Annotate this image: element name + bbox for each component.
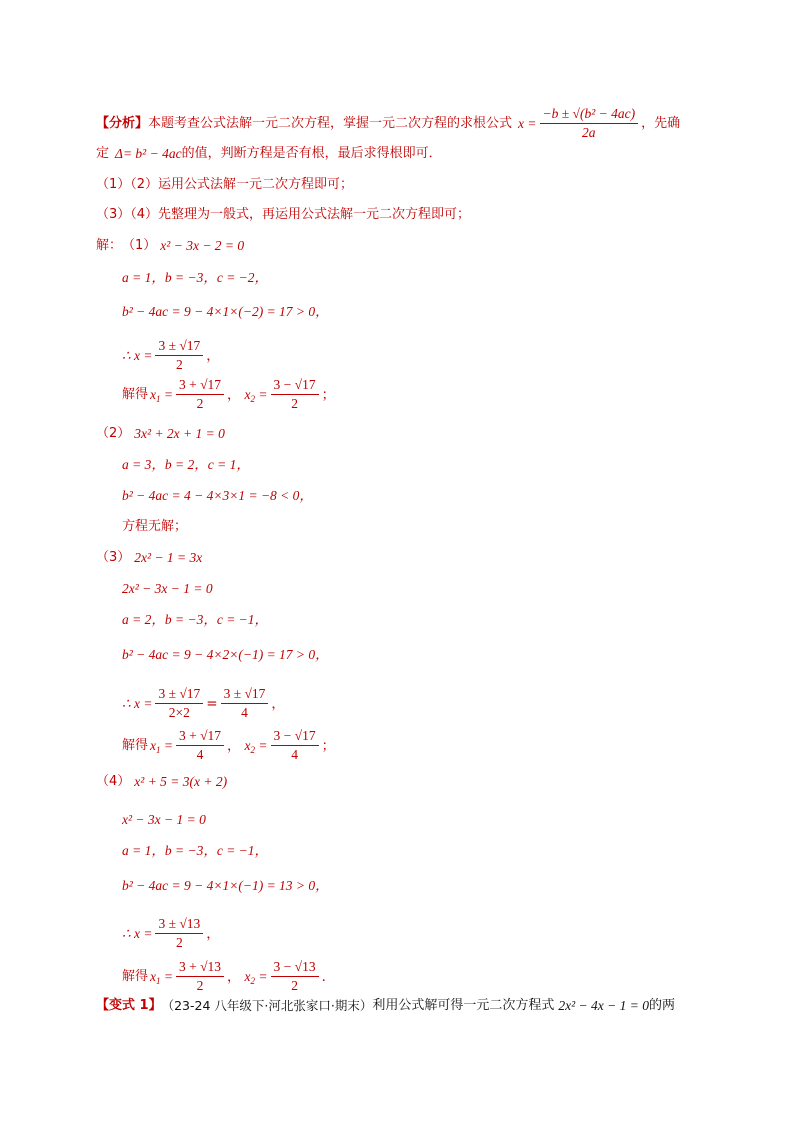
p4-x-denominator: 2	[175, 935, 183, 950]
p3-solve-label: 解得	[122, 737, 149, 753]
p3-x2-denominator: 4	[291, 747, 298, 762]
p1-x2-numerator: 3 − √17	[271, 377, 319, 395]
p1-roots: 解得 $x_1$ = $\frac{3 + √17}{2}$ ， $x_2$ = $\frac{3 - √17}{2}$ ；	[122, 377, 336, 411]
p2-equation: 3x² + 2x + 1 = 0	[134, 426, 225, 441]
p3-number: （3）	[96, 550, 131, 565]
analysis-line2-suffix: 的值，判断方程是否有根，最后求得根即可．	[181, 146, 442, 161]
p4-number: （4）	[96, 774, 131, 789]
p4-coefficients: a = 1，b = −3，c = −1，	[122, 843, 269, 858]
p2-number: （2）	[96, 426, 131, 441]
p3-x1-fraction	[176, 728, 224, 763]
variant-tag: 【变式 1】	[96, 998, 162, 1013]
solution-p1-header	[96, 236, 244, 256]
p1-x1-numerator: 3 + √17	[176, 377, 224, 395]
p3-x-denominator-2: 4	[241, 705, 248, 720]
p1-coefficients: a = 1，b = −3，c = −2，	[122, 270, 269, 285]
p3-x-numerator-2: 3 ± √17	[221, 686, 269, 704]
analysis-step-34: （3）（4）先整理为一般式，再运用公式法解一元二次方程即可；	[96, 207, 471, 222]
p4-equation: x² + 5 = 3(x + 2)	[134, 774, 228, 789]
discriminant-expression: Δ= b² − 4ac	[115, 146, 182, 161]
analysis-suffix: ，先确	[641, 115, 681, 131]
variant-text: 利用公式解可得一元二次方程式	[372, 998, 555, 1013]
p1-x-numerator: 3 ± √17	[155, 338, 203, 356]
p1-x1-fraction	[176, 377, 224, 412]
p3-x1-numerator: 3 + √17	[176, 728, 224, 746]
p4-general-form: x² − 3x − 1 = 0	[122, 812, 206, 827]
p1-formula: ∴ x = $\frac{3 \pm √17}{2}$ ，	[122, 338, 220, 372]
formula-lhs: x =	[518, 115, 537, 131]
p3-x-denominator-1: 2×2	[168, 705, 190, 720]
solution-p2-header	[96, 424, 225, 444]
p1-x-fraction	[155, 338, 203, 373]
solution-p4-header	[96, 772, 227, 792]
p1-equation: x² − 3x − 2 = 0	[160, 238, 245, 253]
analysis-line2-prefix: 定	[96, 146, 110, 161]
p3-coefficients: a = 2，b = −3，c = −1，	[122, 612, 269, 627]
variant-equation: 2x² − 4x − 1 = 0	[558, 998, 649, 1013]
p4-solve-label: 解得	[122, 968, 149, 984]
p3-x-fraction-2	[221, 686, 269, 721]
p3-x2-fraction	[271, 728, 319, 763]
p3-x-numerator-1: 3 ± √17	[155, 686, 203, 704]
p1-x-denominator: 2	[175, 357, 183, 372]
p1-x2-fraction	[271, 377, 319, 412]
variant-tail: 的两	[648, 998, 675, 1013]
analysis-tag: 【分析】	[96, 115, 149, 131]
p1-x1-denominator: 2	[196, 396, 204, 411]
p4-formula: ∴ x = $\frac{3 \pm √13}{2}$ ，	[122, 916, 220, 950]
p3-x1-denominator: 4	[196, 747, 204, 762]
p3-x-fraction-1	[155, 686, 203, 721]
variant-1-line	[96, 996, 675, 1016]
p3-roots: 解得 $x_1$ = $\frac{3 + √17}{4}$ ， $x_2$ = $\frac{3 - √17}{4}$ ；	[122, 728, 336, 762]
p4-x-numerator: 3 ± √13	[155, 916, 203, 934]
solution-p3-header	[96, 548, 202, 568]
analysis-intro: 本题考查公式法解一元二次方程，掌握一元二次方程的求根公式	[148, 115, 513, 131]
p4-x1-numerator: 3 + √13	[176, 959, 224, 977]
variant-source: （23-24 八年级下·河北张家口·期末）	[161, 998, 373, 1013]
solution-label: 解：	[96, 238, 123, 253]
p4-discriminant: b² − 4ac = 9 − 4×1×(−1) = 13 > 0，	[122, 878, 329, 893]
p2-no-solution: 方程无解；	[122, 519, 188, 534]
root-formula-numerator: −b ± √(b² − 4ac)	[540, 106, 639, 124]
p3-formula: ∴ x = $\frac{3 \pm √17}{2\times 2}$ = $\frac{3 \pm √17}{4}$ ，	[122, 686, 285, 720]
p2-discriminant: b² − 4ac = 4 − 4×3×1 = −8 < 0，	[122, 488, 313, 503]
p4-x-fraction	[155, 916, 203, 951]
p4-x1-fraction	[176, 959, 224, 994]
p4-x2-numerator: 3 − √13	[271, 959, 319, 977]
root-formula-fraction	[540, 106, 639, 141]
analysis-step-12: （1）（2）运用公式法解一元二次方程即可；	[96, 177, 354, 192]
p3-equation: 2x² − 1 = 3x	[134, 550, 203, 565]
p1-solve-label: 解得	[122, 386, 149, 402]
p4-x1-denominator: 2	[196, 978, 204, 993]
analysis-line-1	[96, 106, 680, 141]
p4-x2-fraction	[271, 959, 319, 994]
p3-discriminant: b² − 4ac = 9 − 4×2×(−1) = 17 > 0，	[122, 647, 329, 662]
root-formula-denominator: 2a	[582, 125, 596, 140]
p1-x2-denominator: 2	[291, 396, 298, 411]
p3-general-form: 2x² − 3x − 1 = 0	[122, 581, 213, 596]
p4-roots: 解得 $x_1$ = $\frac{3 + √13}{2}$ ， $x_2$ = $\frac{3 - √13}{2}$ ．	[122, 959, 336, 993]
p1-discriminant: b² − 4ac = 9 − 4×1×(−2) = 17 > 0，	[122, 304, 329, 319]
p3-x2-numerator: 3 − √17	[271, 728, 319, 746]
p4-x2-denominator: 2	[291, 978, 298, 993]
analysis-line-2	[96, 144, 442, 164]
p1-number: （1）	[122, 238, 157, 253]
p2-coefficients: a = 3，b = 2，c = 1，	[122, 457, 250, 472]
